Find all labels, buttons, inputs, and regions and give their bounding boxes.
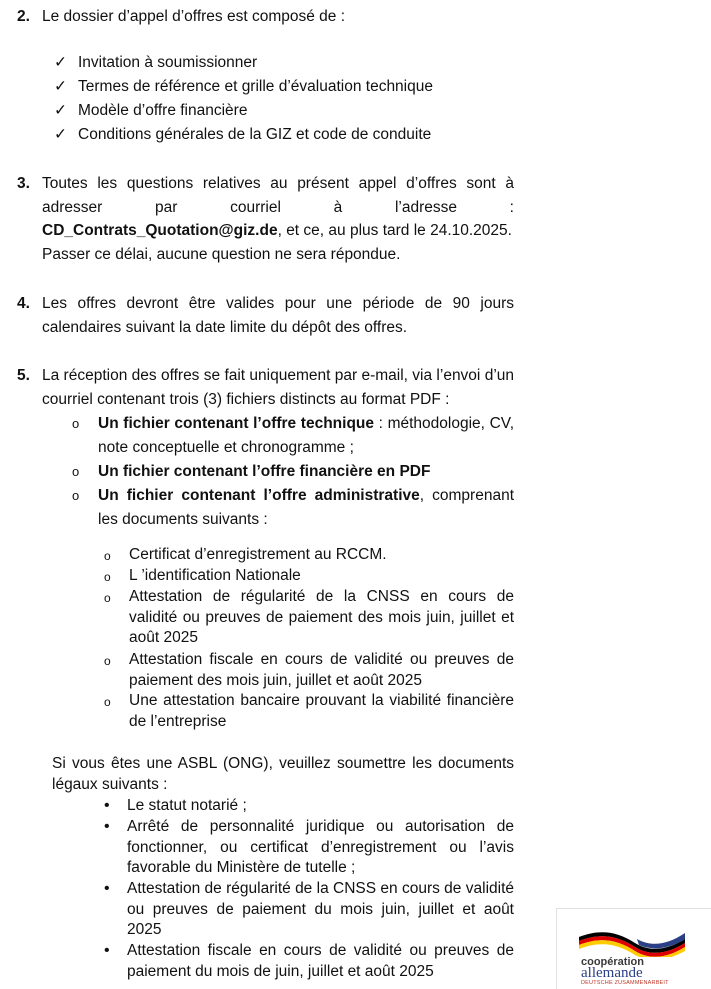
section-number: 2.: [17, 8, 30, 25]
list-item: ✓ Termes de référence et grille d’évaluation technique: [54, 75, 433, 99]
section-number: 4.: [17, 295, 30, 312]
contact-email: CD_Contrats_Quotation@giz.de: [42, 222, 278, 239]
circle-bullet-icon: o: [104, 695, 111, 709]
list-item: Un fichier contenant l’offre administrative, comprenant les documents suivants :: [98, 487, 514, 528]
bullet-icon: •: [104, 797, 110, 814]
circle-bullet-icon: o: [72, 416, 80, 431]
logo-line-2: allemande: [581, 965, 643, 981]
circle-bullet-icon: o: [104, 549, 111, 563]
section-text: La réception des offres se fait uniquement par e-mail, via l’envoi d’un courriel contenant trois (3) fichiers distincts au format PDF :: [42, 367, 514, 408]
circle-bullet-icon: o: [104, 570, 111, 584]
list-item: ✓ Invitation à soumissionner: [54, 51, 433, 75]
flag-ribbon-icon: [577, 927, 687, 957]
section-text: Les offres devront être valides pour une période de 90 jours calendaires suivant la date limite du dépôt des offres.: [42, 295, 514, 336]
list-item: Une attestation bancaire prouvant la viabilité financière de l’entreprise: [129, 692, 514, 730]
check-icon: ✓: [54, 54, 67, 71]
check-icon: ✓: [54, 78, 67, 95]
check-icon: ✓: [54, 126, 67, 143]
circle-bullet-icon: o: [104, 591, 111, 605]
list-item: Attestation de régularité de la CNSS en cours de validité ou preuves de paiement des mois juin, juillet et août 2025: [129, 588, 514, 646]
section-number: 3.: [17, 175, 30, 192]
section-text: Le dossier d’appel d’offres est composé de :: [42, 8, 346, 25]
list-item: Attestation fiscale en cours de validité ou preuves de paiement du mois de juin, juillet et août 2025: [127, 942, 514, 980]
list-item: Un fichier contenant l’offre financière en PDF: [98, 463, 431, 480]
logo-line-1: coopération: [581, 956, 644, 968]
list-item: Un fichier contenant l’offre technique : méthodologie, CV, note conceptuelle et chronogramme ;: [98, 415, 515, 456]
list-item: Le statut notarié ;: [127, 797, 247, 814]
list-item: L ’identification Nationale: [129, 567, 301, 584]
logo-line-3: DEUTSCHE ZUSAMMENARBEIT: [581, 980, 669, 986]
circle-bullet-icon: o: [104, 654, 111, 668]
list-item: Attestation de régularité de la CNSS en cours de validité ou preuves de paiement du mois juin, juillet et août 2025: [127, 880, 514, 938]
circle-bullet-icon: o: [72, 464, 80, 479]
circle-bullet-icon: o: [72, 488, 80, 503]
section-text: Toutes les questions relatives au présent appel d’offres sont à adresser par courriel à l’adresse : CD_Contrats_Quotation@giz.de, et ce, au plus tard le 24.10.2025. Passer ce délai, aucune question ne sera répondue.: [42, 175, 514, 263]
bullet-icon: •: [104, 880, 110, 897]
list-item: ✓ Conditions générales de la GIZ et code de conduite: [54, 123, 433, 147]
bullet-icon: •: [104, 818, 110, 835]
list-item: Certificat d’enregistrement au RCCM.: [129, 546, 387, 563]
asbl-intro: Si vous êtes une ASBL (ONG), veuillez soumettre les documents légaux suivants :: [52, 755, 514, 793]
checklist: [54, 51, 433, 147]
bullet-icon: •: [104, 942, 110, 959]
list-item: ✓ Modèle d’offre financière: [54, 99, 433, 123]
section-number: 5.: [17, 367, 30, 384]
list-item: Attestation fiscale en cours de validité ou preuves de paiement des mois juin, juillet et août 2025: [129, 651, 514, 689]
cooperation-allemande-logo: [556, 908, 711, 989]
check-icon: ✓: [54, 102, 67, 119]
list-item: Arrêté de personnalité juridique ou autorisation de fonctionner, ou certificat d’enregistrement ou l’avis favorable du Ministère de tutelle ;: [127, 818, 514, 876]
